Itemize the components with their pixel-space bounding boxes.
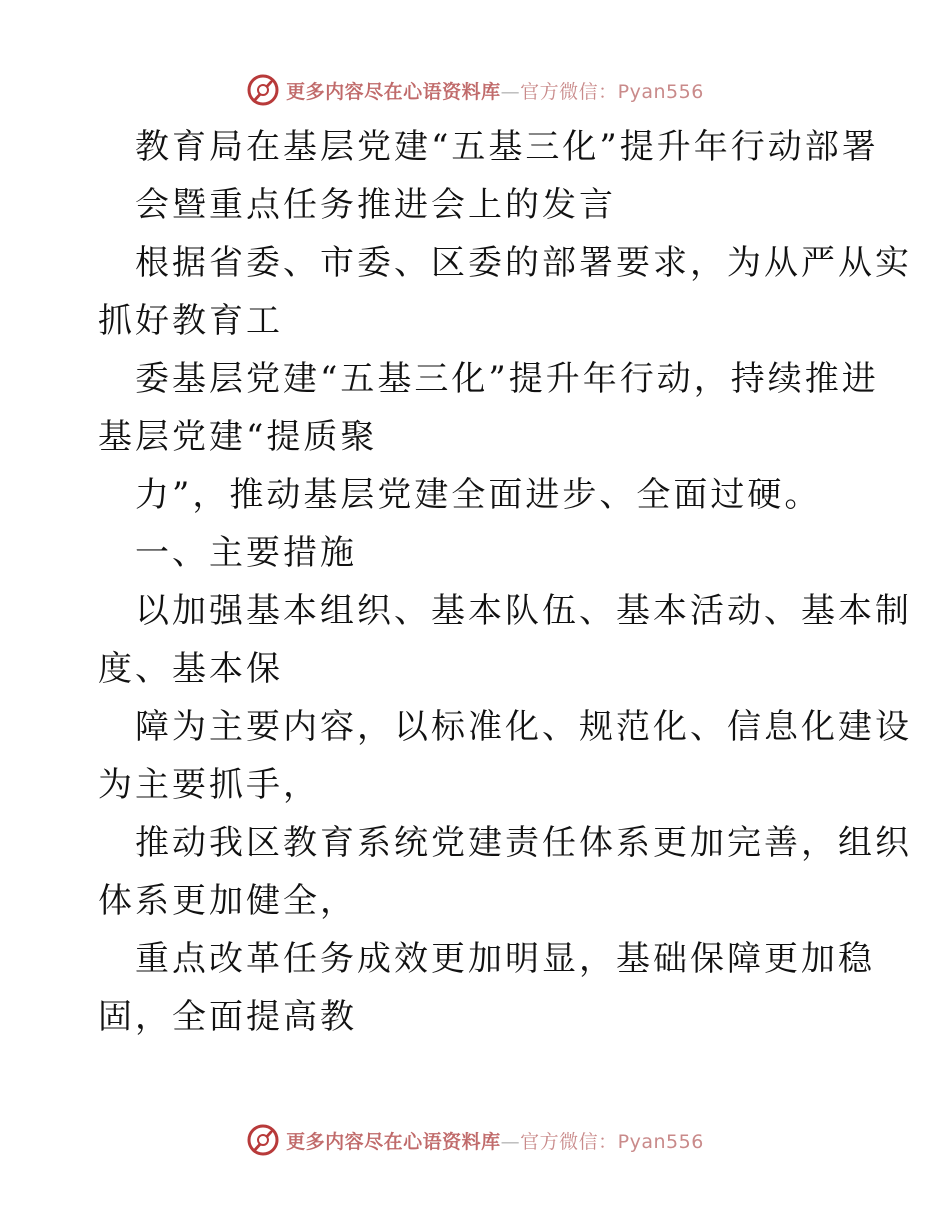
text-line-14: 体系更加健全， — [98, 881, 357, 921]
watermark-contact: 官方微信：Pyan556 — [520, 80, 704, 103]
document-body — [98, 118, 912, 1046]
text-line-3: 根据省委、市委、区委的部署要求，为从严从实 — [135, 243, 912, 283]
text-line-7: 力”，推动基层党建全面进步、全面过硬。 — [135, 475, 822, 515]
text-line-9: 以加强基本组织、基本队伍、基本活动、基本制 — [135, 591, 912, 631]
section-heading: 一、主要措施 — [135, 533, 357, 573]
text-line-15: 重点改革任务成效更加明显，基础保障更加稳 — [135, 939, 875, 979]
text-line-10: 度、基本保 — [98, 649, 283, 689]
text-line-12: 为主要抓手， — [98, 765, 320, 805]
header-watermark — [0, 70, 950, 110]
quill-logo-icon — [246, 73, 280, 107]
quill-logo-icon — [246, 1123, 280, 1157]
watermark-main: 更多内容尽在心语资料库 — [286, 80, 501, 103]
watermark-contact: 官方微信：Pyan556 — [520, 1130, 704, 1153]
text-line-6: 基层党建“提质聚 — [98, 417, 378, 457]
text-line-4: 抓好教育工 — [98, 301, 283, 341]
text-line-5: 委基层党建“五基三化”提升年行动，持续推进 — [135, 359, 879, 399]
watermark-main: 更多内容尽在心语资料库 — [286, 1130, 501, 1153]
watermark-separator: — — [500, 1130, 521, 1153]
text-line-1: 教育局在基层党建“五基三化”提升年行动部署 — [135, 127, 879, 167]
watermark-text — [286, 1127, 704, 1154]
watermark-text — [286, 77, 704, 104]
text-line-2: 会暨重点任务推进会上的发言 — [135, 185, 616, 225]
watermark-separator: — — [500, 80, 521, 103]
footer-watermark — [0, 1120, 950, 1160]
text-line-11: 障为主要内容，以标准化、规范化、信息化建设 — [135, 707, 912, 747]
text-line-16: 固，全面提高教 — [98, 997, 357, 1037]
text-line-13: 推动我区教育系统党建责任体系更加完善，组织 — [135, 823, 912, 863]
